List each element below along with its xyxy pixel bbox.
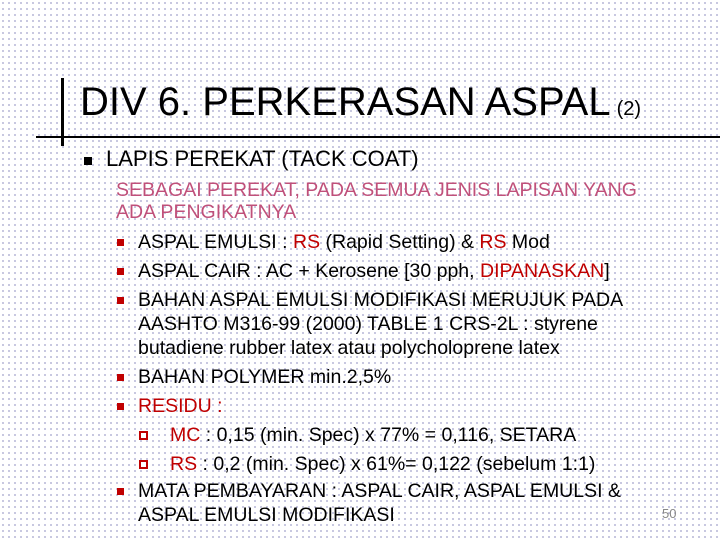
bullet-icon — [117, 239, 124, 246]
item-modifikasi-line-1: BAHAN ASPAL EMULSI MODIFIKASI MERUJUK PADA — [138, 289, 624, 311]
slide-title-text: DIV 6. PERKERASAN ASPAL — [80, 80, 611, 124]
item-residu: RESIDU : — [138, 395, 223, 417]
bullet-icon — [117, 297, 124, 304]
item-pembayaran-line-2: ASPAL EMULSI MODIFIKASI — [138, 504, 395, 526]
residu-mc: MC : 0,15 (min. Spec) x 77% = 0,116, SETARA — [170, 424, 577, 446]
section-heading: LAPIS PEREKAT (TACK COAT) — [106, 146, 419, 171]
item-aspal-cair: ASPAL CAIR : AC + Kerosene [30 pph, DIPANASKAN] — [138, 260, 610, 282]
item-polymer: BAHAN POLYMER min.2,5% — [138, 366, 392, 388]
description-line-2: ADA PENGIKATNYA — [116, 201, 297, 223]
residu-rs: RS : 0,2 (min. Spec) x 61%= 0,122 (sebelum 1:1) — [170, 453, 596, 475]
sub-bullet-icon — [139, 431, 148, 440]
item-aspal-emulsi: ASPAL EMULSI : RS (Rapid Setting) & RS Mod — [138, 231, 550, 253]
bullet-icon — [117, 488, 124, 495]
title-horizontal-rule — [36, 136, 720, 138]
item-modifikasi-line-3: butadiene rubber latex atau polycholoprene latex — [138, 337, 560, 359]
item-pembayaran-line-1: MATA PEMBAYARAN : ASPAL CAIR, ASPAL EMULSI & — [138, 480, 621, 502]
heading-bullet-icon — [84, 157, 92, 165]
bullet-icon — [117, 374, 124, 381]
page-number: 50 — [662, 506, 677, 521]
bullet-icon — [117, 268, 124, 275]
description-line-1: SEBAGAI PEREKAT, PADA SEMUA JENIS LAPISAN YANG — [116, 179, 637, 201]
slide-title — [80, 78, 641, 133]
sub-bullet-icon — [139, 460, 148, 469]
bullet-icon — [117, 403, 124, 410]
item-modifikasi-line-2: AASHTO M316-99 (2000) TABLE 1 CRS-2L : styrene — [138, 313, 598, 335]
slide-title-suffix: (2) — [616, 98, 642, 120]
